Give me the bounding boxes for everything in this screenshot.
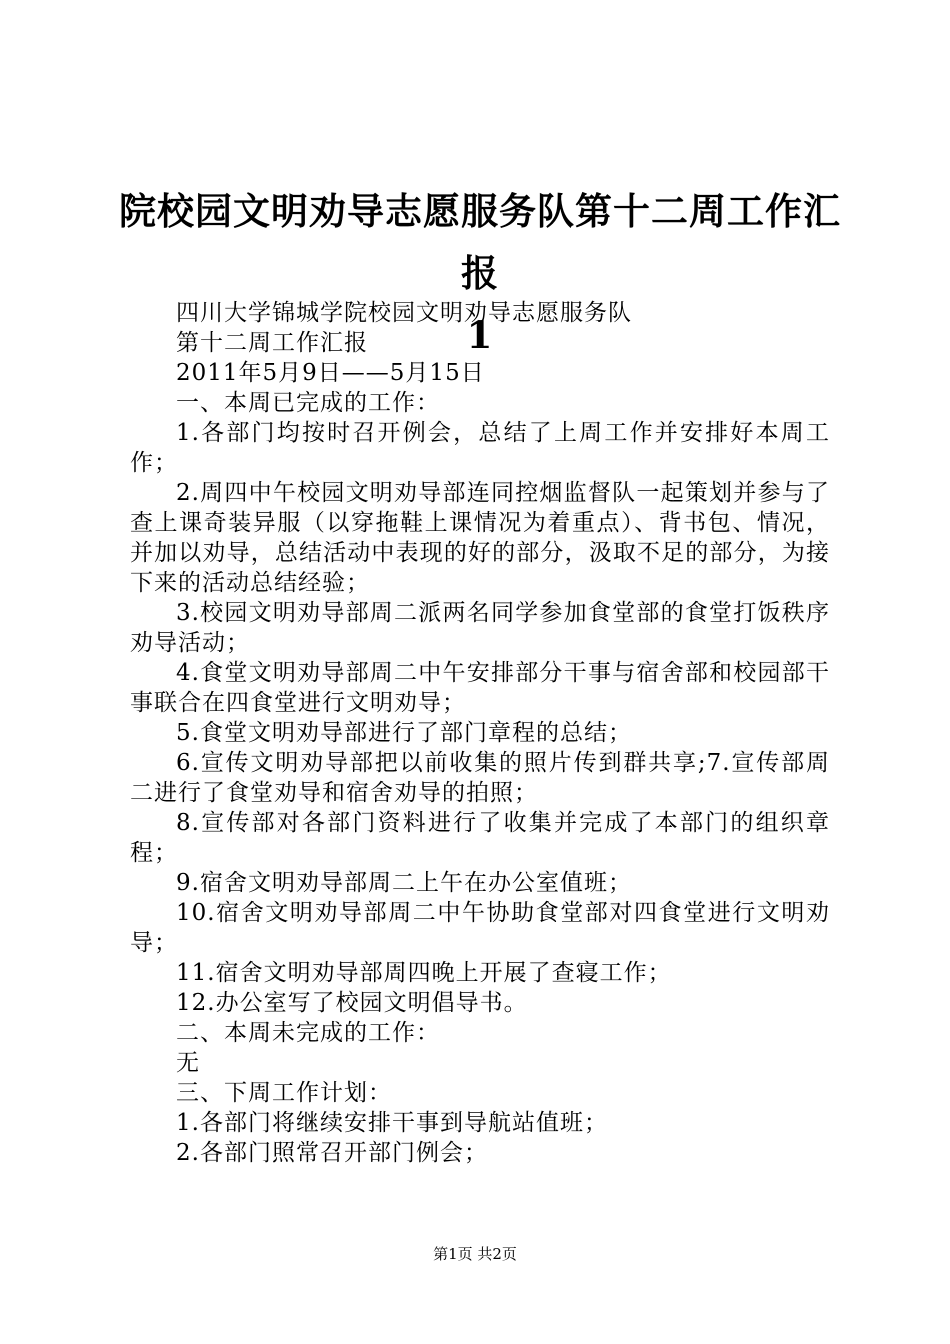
paragraph-item: 5.食堂文明劝导部进行了部门章程的总结；: [176, 720, 632, 746]
paragraph-report-title: 第十二周工作汇报: [176, 330, 368, 356]
paragraph-date-range: 2011年5月9日——5月15日: [176, 360, 485, 386]
paragraph-item: 2.周四中午校园文明劝导部连同控烟监督队一起策划并参与了查上课奇装异服（以穿拖鞋上课情况为着重点）、背书包、情况，并加以劝导，总结活动中表现的好的部分，汲取不足的部分，为接下来的活动总结经验；: [130, 480, 830, 596]
paragraph-none: 无: [176, 1050, 200, 1076]
section-heading-uncompleted: 二、本周未完成的工作：: [176, 1020, 440, 1046]
title-line-1: 院校园文明劝导志愿服务队第十二周工作汇报: [119, 189, 841, 295]
paragraph-item: 3.校园文明劝导部周二派两名同学参加食堂部的食堂打饭秩序劝导活动；: [130, 600, 830, 656]
paragraph-item: 9.宿舍文明劝导部周二上午在办公室值班；: [176, 870, 632, 896]
paragraph-item: 6.宣传文明劝导部把以前收集的照片传到群共享;7.宣传部周二进行了食堂劝导和宿舍劝导的拍照；: [130, 750, 830, 806]
paragraph-school-name: 四川大学锦城学院校园文明劝导志愿服务队: [176, 300, 632, 326]
section-heading-completed: 一、本周已完成的工作：: [176, 390, 440, 416]
paragraph-item: 8.宣传部对各部门资料进行了收集并完成了本部门的组织章程；: [130, 810, 830, 866]
paragraph-item: 12.办公室写了校园文明倡导书。: [176, 990, 528, 1016]
page-number: 第1页 共2页: [433, 1245, 517, 1263]
paragraph-item: 4.食堂文明劝导部周二中午安排部分干事与宿舍部和校园部干事联合在四食堂进行文明劝导；: [130, 660, 830, 716]
title-line-2: 1: [466, 313, 494, 357]
paragraph-item: 10.宿舍文明劝导部周二中午协助食堂部对四食堂进行文明劝导；: [130, 900, 830, 956]
section-heading-next-week: 三、下周工作计划：: [176, 1080, 392, 1106]
paragraph-item: 2.各部门照常召开部门例会；: [176, 1140, 488, 1166]
paragraph-item: 11.宿舍文明劝导部周四晚上开展了查寝工作；: [176, 960, 672, 986]
document-body: [130, 298, 830, 1168]
page-footer: [0, 1244, 950, 1264]
paragraph-item: 1.各部门将继续安排干事到导航站值班；: [176, 1110, 608, 1136]
paragraph-item: 1.各部门均按时召开例会，总结了上周工作并安排好本周工作；: [130, 420, 830, 476]
